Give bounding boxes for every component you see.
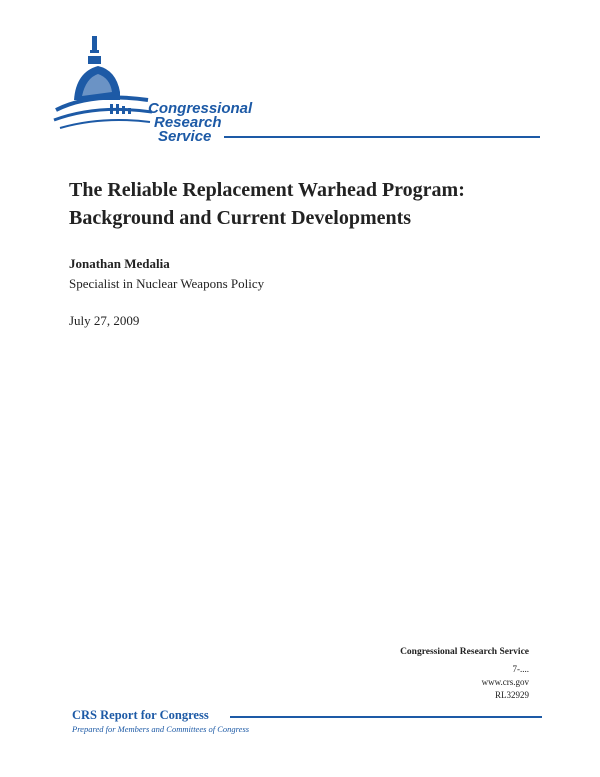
publisher-code: 7-.... [512, 664, 529, 674]
author-name: Jonathan Medalia [69, 256, 170, 271]
publisher-org: Congressional Research Service [400, 647, 529, 657]
capitol-dome-icon [52, 30, 162, 150]
logo-line-2: Research [154, 114, 222, 131]
report-number: RL32929 [494, 690, 529, 700]
logo-line-3: Service [158, 128, 212, 145]
title-line-2: Background and Current Developments [69, 207, 412, 229]
footer-subtitle: Prepared for Members and Committees of Congress [72, 724, 250, 734]
publication-date: July 27, 2009 [69, 313, 140, 328]
author-role: Specialist in Nuclear Weapons Policy [69, 276, 265, 291]
footer-rule [230, 716, 542, 718]
crs-logo [52, 30, 542, 150]
publisher-info [400, 646, 529, 702]
publisher-website: www.crs.gov [481, 677, 529, 687]
logo-line-1: Congressional [148, 100, 253, 117]
title-line-1: The Reliable Replacement Warhead Program: [69, 179, 465, 201]
logo-rule [224, 136, 540, 138]
footer-title: CRS Report for Congress [72, 708, 209, 722]
document-title [69, 176, 549, 232]
